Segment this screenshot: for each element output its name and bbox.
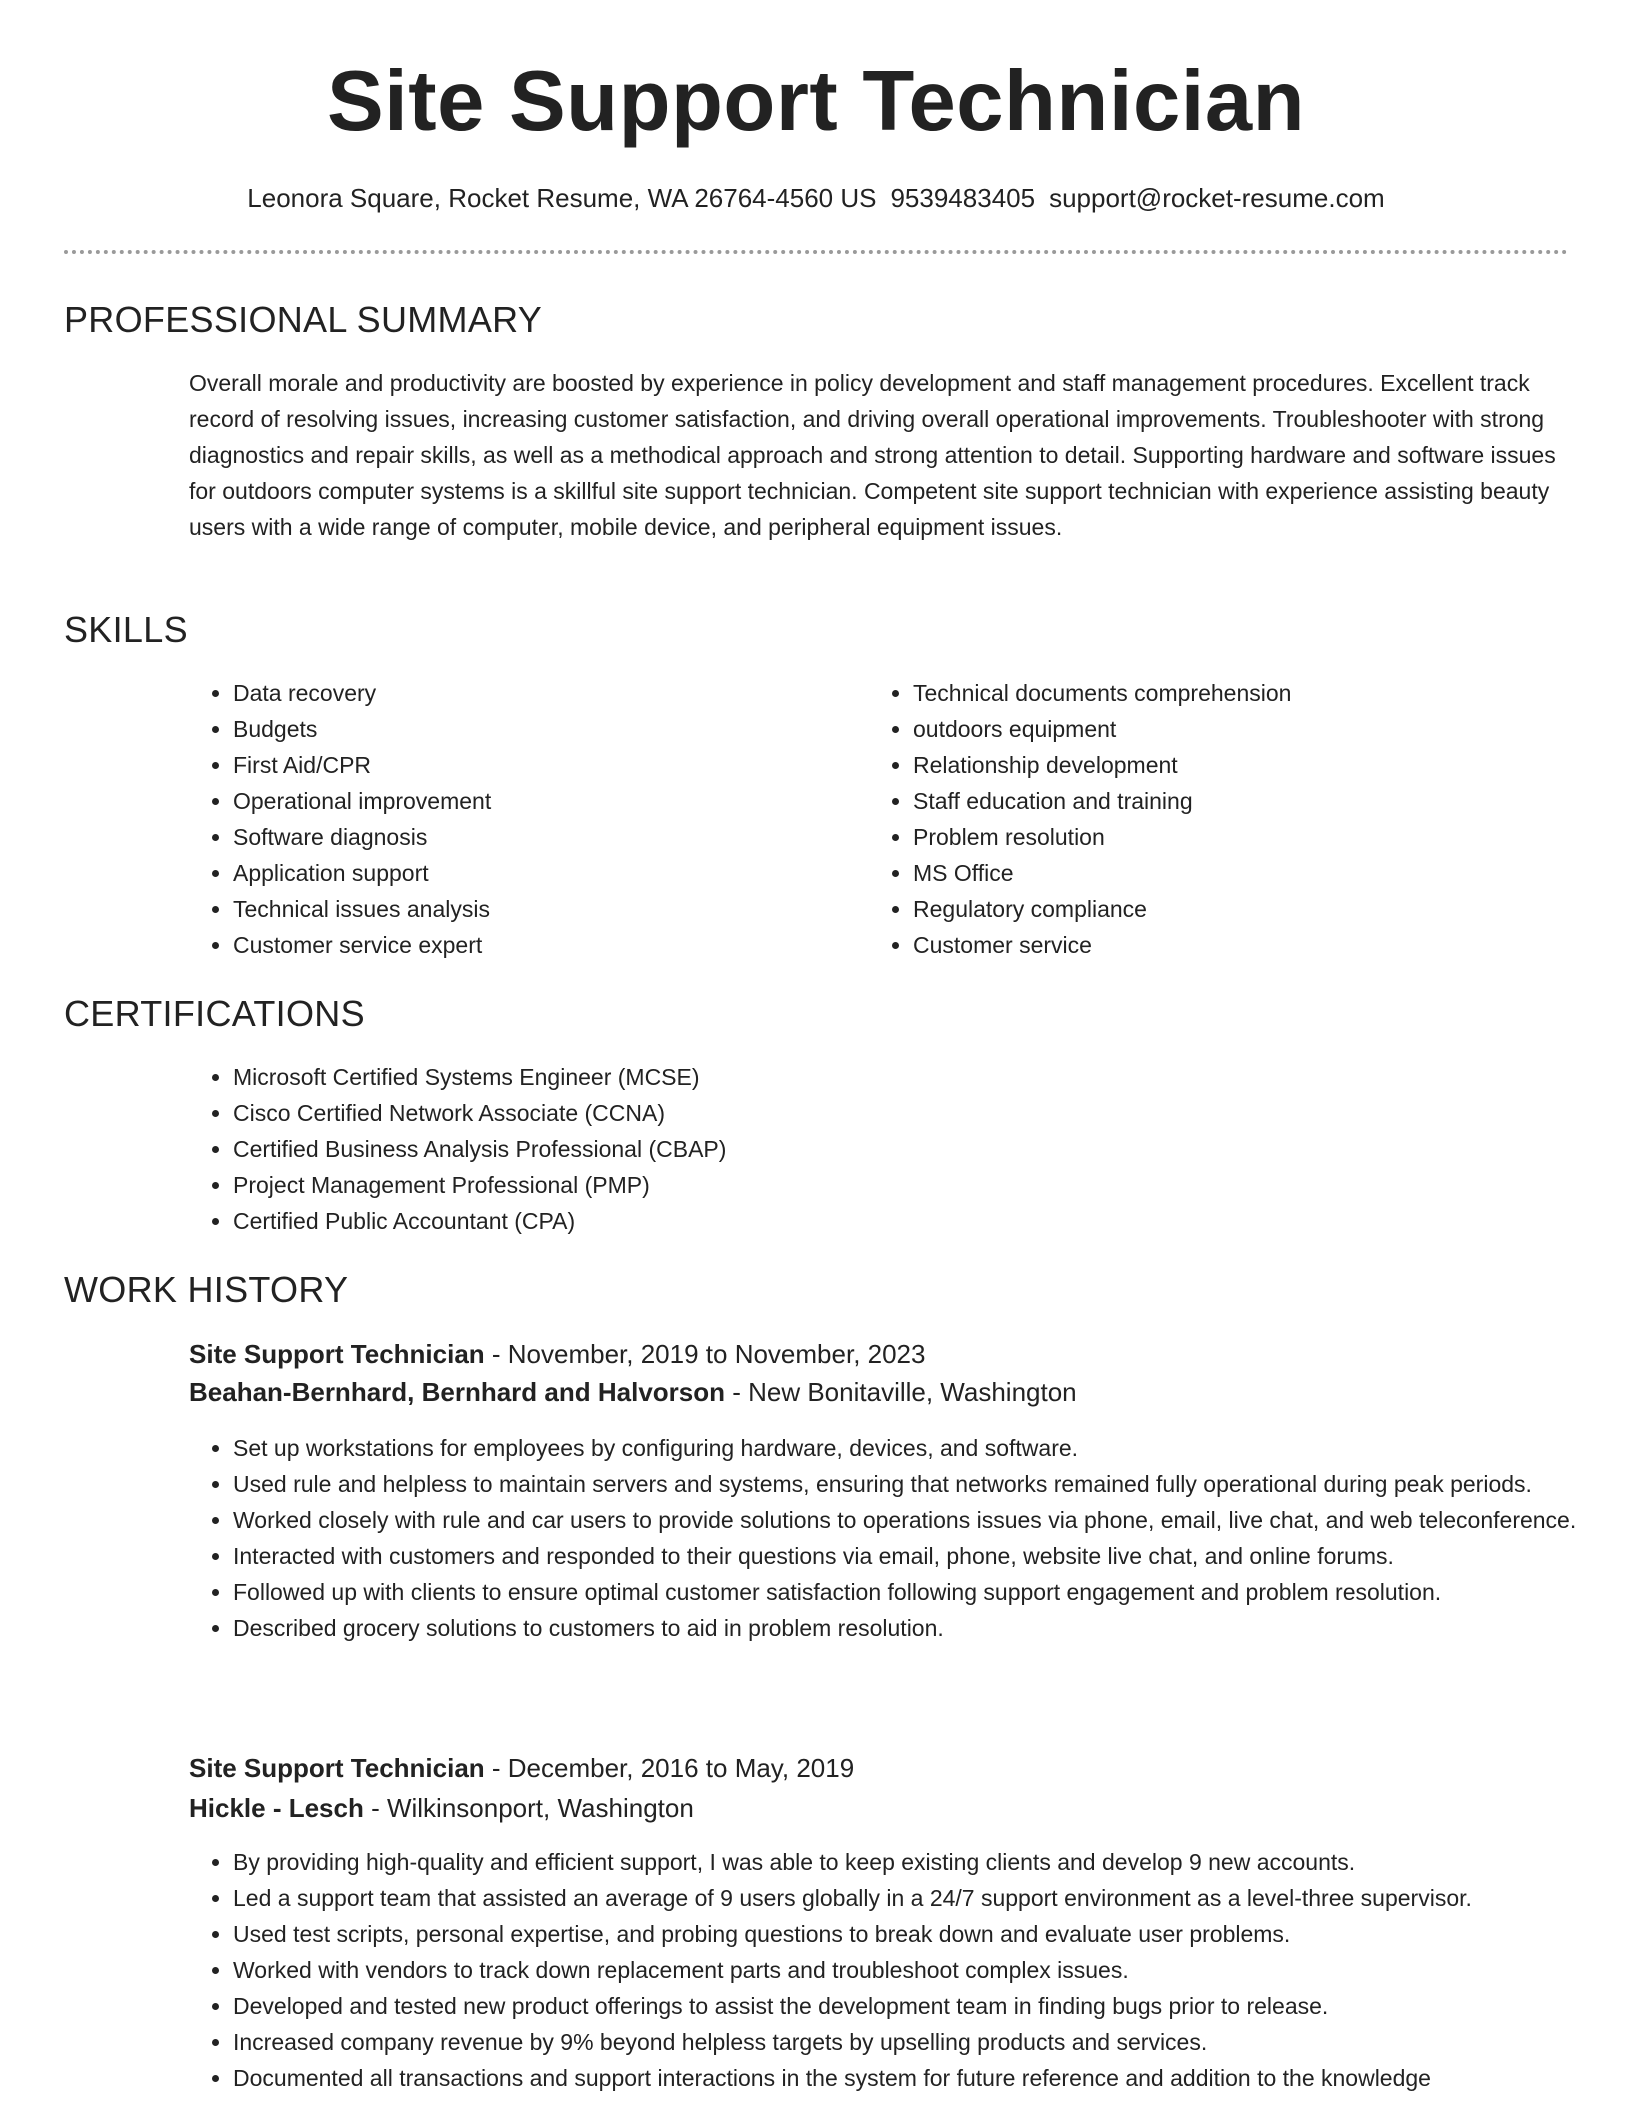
list-item: • Technical issues analysis [233, 891, 853, 927]
contact-line [0, 180, 1632, 216]
list-item: • Set up workstations for employees by configuring hardware, devices, and software. [233, 1430, 1613, 1466]
list-item: • Relationship development [913, 747, 1593, 783]
job-dates: - December, 2016 to May, 2019 [484, 1753, 855, 1783]
list-item: • Customer service expert [233, 927, 853, 963]
list-item: • Data recovery [233, 675, 853, 711]
work-history-heading: WORK HISTORY [64, 1269, 349, 1310]
list-item: • Application support [233, 855, 853, 891]
job-role: Site Support Technician [189, 1753, 485, 1783]
list-item: • Used test scripts, personal expertise, and probing questions to break down and evaluate user problems. [233, 1916, 1613, 1952]
list-item: • Microsoft Certified Systems Engineer (MCSE) [233, 1059, 1593, 1095]
summary-heading: PROFESSIONAL SUMMARY [64, 299, 543, 340]
job-location: - Wilkinsonport, Washington [363, 1793, 694, 1823]
job-company-line [189, 1373, 1077, 1411]
job-role: Site Support Technician [189, 1339, 485, 1369]
list-item: • Interacted with customers and responded to their questions via email, phone, website live chat, and online forums. [233, 1538, 1613, 1574]
job-title-line [189, 1335, 925, 1373]
list-item: • Customer service [913, 927, 1593, 963]
list-item: • Increased company revenue by 9% beyond helpless targets by upselling products and services. [233, 2024, 1613, 2060]
list-item: • Worked closely with rule and car users to provide solutions to operations issues via phone, email, live chat, and web teleconference. [233, 1502, 1613, 1538]
list-item: • Developed and tested new product offerings to assist the development team in finding bugs prior to release. [233, 1988, 1613, 2024]
list-item: • Documented all transactions and support interactions in the system for future reference and addition to the knowledge [233, 2060, 1613, 2096]
list-item: • Project Management Professional (PMP) [233, 1167, 1593, 1203]
job-bullets [189, 1844, 1613, 2096]
list-item: • First Aid/CPR [233, 747, 853, 783]
list-item: • Certified Public Accountant (CPA) [233, 1203, 1593, 1239]
list-item: • Worked with vendors to track down replacement parts and troubleshoot complex issues. [233, 1952, 1613, 1988]
contact-address: Leonora Square, Rocket Resume, WA 26764-4560 US [247, 183, 877, 213]
skills-list-right [869, 675, 1593, 963]
skills-list-left [189, 675, 853, 963]
list-item: • Problem resolution [913, 819, 1593, 855]
contact-email[interactable]: support@rocket-resume.com [1049, 183, 1385, 213]
job-company: Beahan-Bernhard, Bernhard and Halvorson [189, 1377, 725, 1407]
list-item: • MS Office [913, 855, 1593, 891]
resume-name: Site Support Technician [326, 54, 1306, 149]
list-item: • By providing high-quality and efficient support, I was able to keep existing clients and develop 9 new accounts. [233, 1844, 1613, 1880]
list-item: • Budgets [233, 711, 853, 747]
summary-text: Overall morale and productivity are boosted by experience in policy development and staff management procedures. Excellent track record of resolving issues, increasing customer satisfaction, and driving overall operational improvements. Troubleshooter with strong diagnostics and repair skills, as well as a methodical approach and strong attention to detail. Supporting hardware and software issues for outdoors computer systems is a skillful site support technician. Competent site support technician with experience assisting beauty users with a wide range of computer, mobile device, and peripheral equipment issues. [189, 370, 1556, 540]
list-item: • Cisco Certified Network Associate (CCNA) [233, 1095, 1593, 1131]
list-item: • Used rule and helpless to maintain servers and systems, ensuring that networks remained fully operational during peak periods. [233, 1466, 1613, 1502]
list-item: • Technical documents comprehension [913, 675, 1593, 711]
certifications-heading: CERTIFICATIONS [64, 993, 365, 1034]
job-title-line [189, 1749, 854, 1787]
list-item: • Software diagnosis [233, 819, 853, 855]
certifications-list [189, 1059, 1593, 1239]
list-item: • Regulatory compliance [913, 891, 1593, 927]
skills-heading: SKILLS [64, 609, 188, 650]
list-item: • Certified Business Analysis Professional (CBAP) [233, 1131, 1593, 1167]
list-item: • outdoors equipment [913, 711, 1593, 747]
header-divider [64, 250, 1568, 254]
list-item: • Led a support team that assisted an average of 9 users globally in a 24/7 support environment as a level-three supervisor. [233, 1880, 1613, 1916]
job-bullets [189, 1430, 1613, 1646]
job-location: - New Bonitaville, Washington [725, 1377, 1077, 1407]
job-dates: - November, 2019 to November, 2023 [484, 1339, 926, 1369]
job-company-line [189, 1789, 694, 1827]
job-company: Hickle - Lesch [189, 1793, 364, 1823]
contact-phone: 9539483405 [890, 183, 1036, 213]
list-item: • Staff education and training [913, 783, 1593, 819]
list-item: • Described grocery solutions to customers to aid in problem resolution. [233, 1610, 1613, 1646]
list-item: • Operational improvement [233, 783, 853, 819]
list-item: • Followed up with clients to ensure optimal customer satisfaction following support engagement and problem resolution. [233, 1574, 1613, 1610]
